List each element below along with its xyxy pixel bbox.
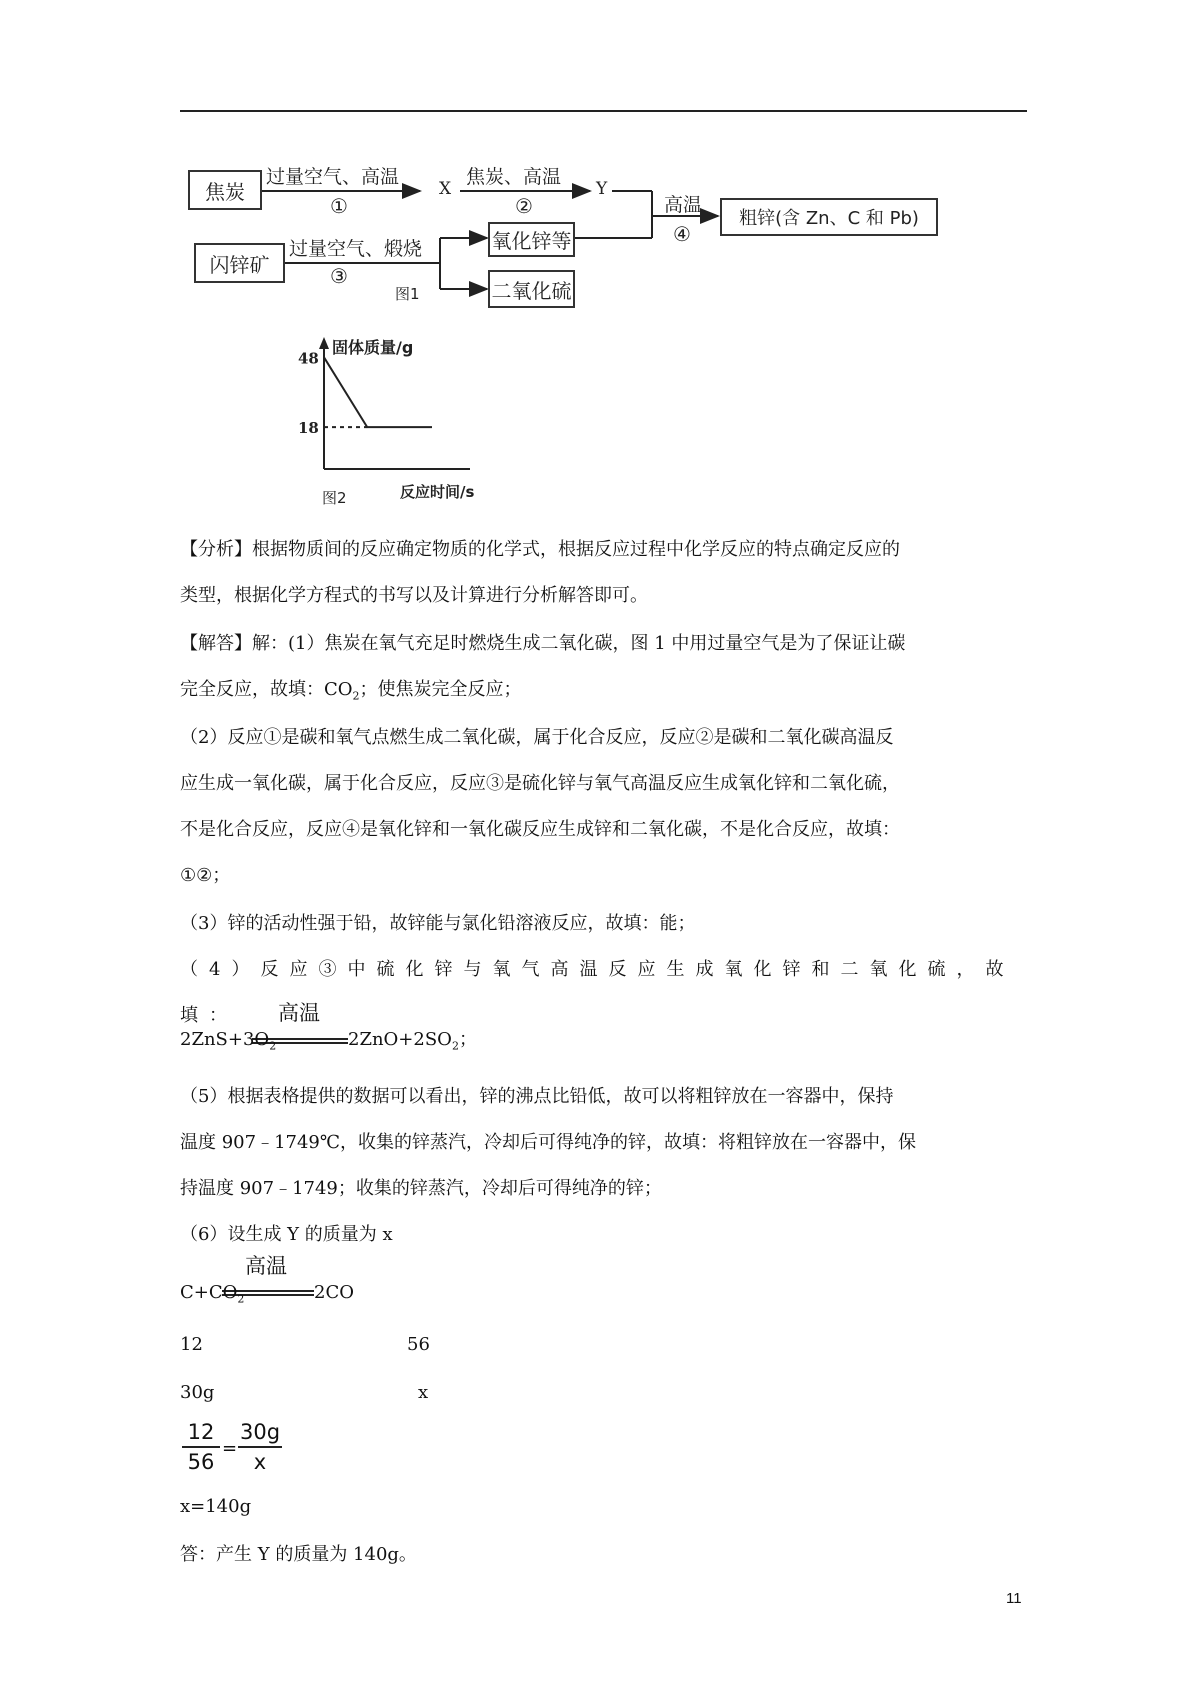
answer-paragraph — [180, 621, 1030, 720]
analysis-line-2: 类型，根据化学方程式的书写以及计算进行分析解答即可。 — [180, 585, 648, 606]
q2-line-2: 应生成一氧化碳，属于化合反应，反应③是硫化锌与氧气高温反应生成氧化锌和二氧化硫， — [180, 773, 900, 794]
figure1-arrows — [0, 0, 1200, 320]
coke-box: 焦炭 — [188, 170, 262, 210]
x-axis-label: 反应时间/s — [400, 483, 475, 501]
x-label: X — [439, 179, 452, 199]
crude-zinc-box: 粗锌(含 Zn、C 和 Pb) — [720, 198, 938, 236]
answer-line-2: 完全反应，故填：$CO_2$；使焦炭完全反应； — [180, 679, 522, 703]
ore-box: 闪锌矿 — [194, 243, 285, 283]
eq1-condition: 高温 — [278, 1001, 320, 1025]
question5-paragraph — [180, 1074, 1030, 1212]
unknown-mass: x — [418, 1382, 429, 1403]
eq2-left: $C+CO_2$ — [180, 1282, 245, 1306]
so2-box: 二氧化硫 — [488, 270, 575, 308]
y-axis-label: 固体质量/g — [332, 338, 414, 357]
y-tick-label-0: 48 — [298, 349, 319, 368]
result-line: x=140g — [180, 1496, 252, 1517]
q5-line-1: （5）根据表格提供的数据可以看出，锌的沸点比铅低，故可以将粗锌放在一容器中，保持 — [180, 1086, 894, 1107]
proportion-equals: = — [222, 1438, 238, 1459]
step3-number: ③ — [330, 264, 348, 288]
final-answer: 答：产生 Y 的质量为 140g。 — [180, 1544, 417, 1565]
molar-mass-co: 56 — [407, 1334, 430, 1355]
q5-line-3: 持温度 907﹣1749；收集的锌蒸汽，冷却后可得纯净的锌； — [180, 1178, 662, 1199]
q2-line-1: （2）反应①是碳和氧气点燃生成二氧化碳，属于化合反应，反应②是碳和二氧化碳高温反 — [180, 727, 894, 748]
given-mass: 30g — [180, 1382, 215, 1403]
step1-label: 过量空气、高温 — [266, 166, 400, 188]
q4-line: （4）反应③中硫化锌与氧气高温反应生成氧化锌和二氧化硫，故填： — [180, 959, 1015, 1026]
coke-high-temp-label: 焦炭、高温 — [466, 166, 562, 188]
question4-paragraph — [180, 947, 1030, 1039]
tick-labels — [298, 349, 319, 437]
molar-mass-carbon: 12 — [180, 1334, 203, 1355]
figure2-chart — [290, 335, 490, 510]
eq1-left: $2ZnS+3O_2$ — [180, 1029, 277, 1053]
y-axis — [319, 337, 329, 469]
eq2-right: 2CO — [314, 1282, 354, 1303]
high-temp-label: 高温 — [664, 194, 703, 216]
fraction-right-numerator: 30g — [239, 1420, 281, 1444]
fraction-right-bar — [238, 1446, 282, 1448]
figure2-caption: 图2 — [322, 489, 347, 507]
q2-line-4: ①②； — [180, 865, 231, 886]
q6-line: （6）设生成 Y 的质量为 x — [180, 1224, 393, 1245]
step4-number: ④ — [673, 222, 691, 246]
step1-number: ① — [330, 194, 348, 218]
fraction-right-denominator: x — [253, 1450, 267, 1474]
step2-number: ② — [515, 194, 533, 218]
analysis-paragraph — [180, 527, 1030, 619]
y-label: Y — [596, 179, 608, 199]
answer-line-1: 【解答】解：(1）焦炭在氧气充足时燃烧生成二氧化碳，图 1 中用过量空气是为了保证让碳 — [180, 633, 906, 654]
q3-line: （3）锌的活动性强于铅，故锌能与氯化铅溶液反应，故填：能； — [180, 913, 696, 934]
page-number: 11 — [1006, 1590, 1022, 1607]
eq2-condition: 高温 — [245, 1254, 287, 1278]
fraction-left-numerator: 12 — [187, 1420, 215, 1444]
figure1-caption: 图1 — [395, 285, 420, 303]
question3-paragraph — [180, 901, 1030, 947]
question2-paragraph — [180, 715, 1030, 899]
fraction-left-denominator: 56 — [187, 1450, 215, 1474]
q2-line-3: 不是化合反应，反应④是氧化锌和一氧化碳反应生成锌和二氧化碳，不是化合反应，故填： — [180, 819, 900, 840]
eq1-right: $2ZnO+2SO_2$； — [348, 1029, 477, 1053]
fraction-right — [238, 1420, 282, 1474]
analysis-line-1: 【分析】根据物质间的反应确定物质的化学式，根据反应过程中化学反应的特点确定反应的 — [180, 539, 900, 560]
fraction-left-bar — [182, 1446, 220, 1448]
question6-paragraph — [180, 1212, 1030, 1258]
zno-box: 氧化锌等 — [488, 222, 575, 257]
step3-label: 过量空气、煅烧 — [289, 238, 423, 260]
series-line — [324, 357, 432, 427]
fraction-left — [182, 1420, 220, 1474]
q5-line-2: 温度 907﹣1749℃，收集的锌蒸汽，冷却后可得纯净的锌，故填：将粗锌放在一容器中，保 — [180, 1132, 917, 1153]
y-tick-label-1: 18 — [298, 419, 319, 438]
